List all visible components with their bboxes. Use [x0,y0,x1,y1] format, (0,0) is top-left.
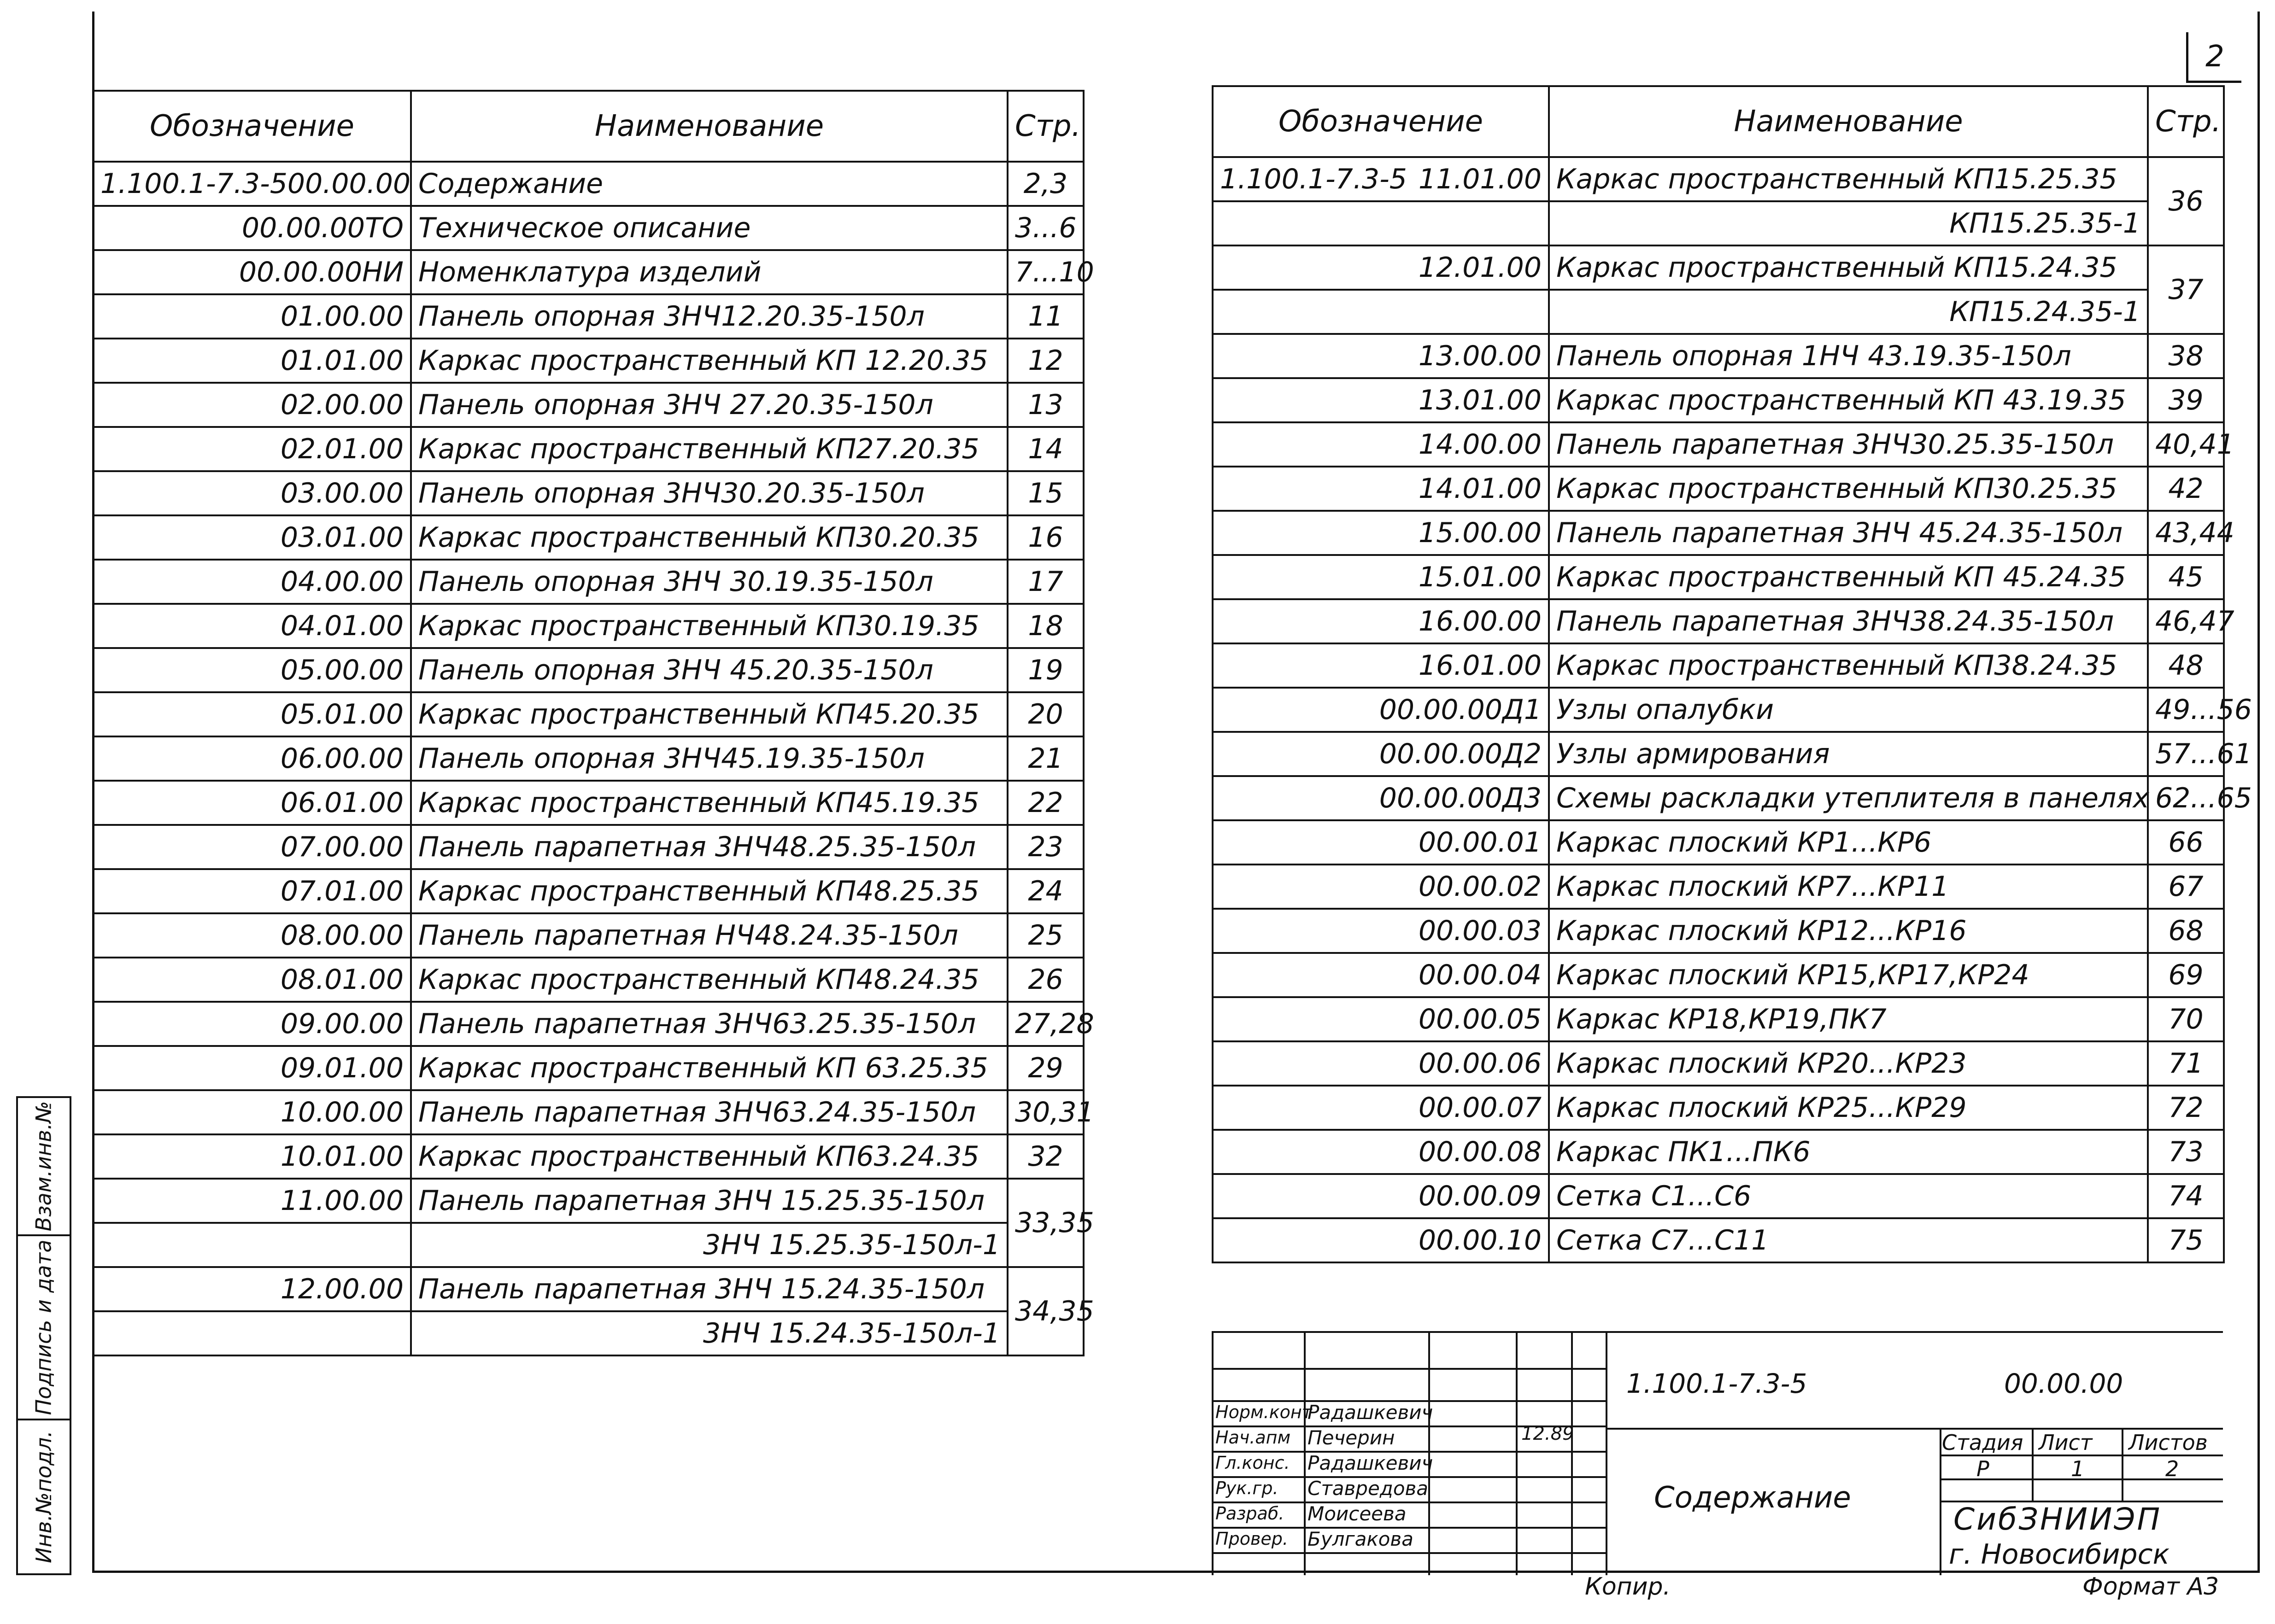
row-code: 00.00.00НИ [239,256,404,288]
tb-code: 00.00.00 [2004,1368,2123,1399]
row-code: 01.01.00 [280,345,404,377]
row-designation [93,471,411,515]
row-page: 43,44 [2148,511,2224,555]
row-code: 00.00.04 [1418,959,1542,991]
row-page: 3...6 [1008,206,1084,250]
row-designation [93,736,411,781]
row-designation [1213,1130,1549,1174]
row-page: 22 [1008,781,1084,825]
row-name: Панель парапетная 3НЧ 15.25.35-150л [411,1179,1008,1223]
table-row [93,250,1084,294]
row-page: 32 [1008,1134,1084,1179]
row-name: Каркас плоский КР15,КР17,КР24 [1549,953,2148,997]
tb-stage-label: Стадия [1942,1430,2023,1455]
table-row [93,692,1084,736]
row-page: 67 [2148,865,2224,909]
row-name: Каркас пространственный КП30.25.35 [1549,467,2148,511]
row-code: 02.00.00 [280,389,404,421]
row-page: 34,35 [1008,1267,1084,1355]
table-row [1213,643,2224,688]
table-row [1213,865,2224,909]
row-designation-empty [93,1223,411,1267]
table-row [1213,245,2224,290]
row-designation [93,1134,411,1179]
row-designation [93,427,411,471]
row-name: Каркас КР18,КР19,ПК7 [1549,997,2148,1041]
row-designation [1213,776,1549,820]
row-page: 33,35 [1008,1179,1084,1267]
row-code: 13.01.00 [1418,384,1542,416]
row-page: 42 [2148,467,2224,511]
row-designation [1213,909,1549,953]
row-designation [1213,334,1549,378]
row-code: 13.00.00 [1418,340,1542,372]
row-designation [1213,1041,1549,1086]
tb-date: 12.89 [1521,1423,1574,1444]
title-block [1212,1331,2223,1575]
table-row [93,294,1084,339]
row-designation [1213,157,1549,201]
row-designation [93,648,411,692]
row-code: 06.00.00 [280,742,404,775]
table-row [93,958,1084,1002]
row-name: Панель опорная 3НЧ 30.19.35-150л [411,560,1008,604]
row-name: Панель парапетная 3НЧ 15.24.35-150л [411,1267,1008,1311]
row-designation [93,825,411,869]
row-page: 30,31 [1008,1090,1084,1134]
row-name: Техническое описание [411,206,1008,250]
row-code: 06.01.00 [280,787,404,819]
row-name: Панель опорная 3НЧ 45.20.35-150л [411,648,1008,692]
table-row [93,1267,1084,1311]
row-name: Панель парапетная 3НЧ48.25.35-150л [411,825,1008,869]
table-row [93,383,1084,427]
row-name: Каркас плоский КР25...КР29 [1549,1086,2148,1130]
row-page: 26 [1008,958,1084,1002]
table-row [93,1046,1084,1090]
row-page: 73 [2148,1130,2224,1174]
row-designation [1213,643,1549,688]
row-page: 19 [1008,648,1084,692]
row-designation [1213,1218,1549,1262]
table-row-continuation [1213,290,2224,334]
row-page: 40,41 [2148,422,2224,467]
row-page: 66 [2148,820,2224,865]
row-name: Каркас пространственный КП63.24.35 [411,1134,1008,1179]
row-name: Каркас пространственный КП48.25.35 [411,869,1008,913]
table-row [1213,422,2224,467]
row-code: 10.01.00 [280,1140,404,1173]
row-name: Узлы армирования [1549,732,2148,776]
row-name: Каркас пространственный КП48.24.35 [411,958,1008,1002]
row-name: Панель парапетная 3НЧ63.24.35-150л [411,1090,1008,1134]
row-code: 14.00.00 [1418,428,1542,461]
table-row-continuation [1213,201,2224,245]
row-page: 7...10 [1008,250,1084,294]
row-code: 12.00.00 [280,1273,404,1305]
row-name: Панель парапетная НЧ48.24.35-150л [411,913,1008,958]
row-code: 00.00.00ТО [241,212,404,244]
row-code: 00.00.07 [1418,1092,1542,1124]
tb-org-city: г. Новосибирск [1949,1538,2169,1571]
table-row [1213,555,2224,599]
row-page: 20 [1008,692,1084,736]
row-page: 45 [2148,555,2224,599]
row-designation [1213,865,1549,909]
row-page: 46,47 [2148,599,2224,643]
header-name: Наименование [411,91,1008,162]
table-row [1213,820,2224,865]
stamp-replace-inv: Взам.инв.№ [18,1098,70,1236]
row-page: 14 [1008,427,1084,471]
table-row [93,471,1084,515]
row-page: 49...56 [2148,688,2224,732]
row-page: 13 [1008,383,1084,427]
side-stamp [16,1096,71,1575]
row-designation [93,1046,411,1090]
row-name: Узлы опалубки [1549,688,2148,732]
contents-body-left [93,162,1094,1355]
signer-name: Моисеева [1308,1502,1407,1525]
row-code: 03.01.00 [280,521,404,554]
row-designation [1213,599,1549,643]
table-row [93,1134,1084,1179]
row-designation [1213,688,1549,732]
row-name: Панель парапетная 3НЧ 45.24.35-150л [1549,511,2148,555]
row-code: 00.00.10 [1418,1224,1542,1256]
row-name: Каркас пространственный КП15.24.35 [1549,245,2148,290]
row-name: Каркас пространственный КП 63.25.35 [411,1046,1008,1090]
row-page: 72 [2148,1086,2224,1130]
stamp-signature-date: Подпись и дата [18,1236,70,1420]
row-code: 14.01.00 [1418,473,1542,505]
row-page: 62...65 [2148,776,2224,820]
tb-stage: Р [1976,1456,1989,1481]
row-designation [93,206,411,250]
signer-name: Ставредова [1308,1477,1429,1500]
table-row [93,339,1084,383]
series-prefix: 1.100.1-7.3-5 [100,168,287,200]
row-name: Каркас плоский КР7...КР11 [1549,865,2148,909]
header-name: Наименование [1549,86,2148,157]
row-name: Содержание [411,162,1008,206]
table-row-continuation [93,1223,1084,1267]
row-code: 11.00.00 [280,1185,404,1217]
table-row [1213,467,2224,511]
contents-table-right [1212,85,2252,1263]
row-designation [93,604,411,648]
row-name: Каркас плоский КР12...КР16 [1549,909,2148,953]
row-designation [93,294,411,339]
row-designation [1213,997,1549,1041]
row-code: 05.01.00 [280,698,404,730]
row-code: 00.00.06 [1418,1047,1542,1080]
signer-name: Печерин [1308,1426,1395,1449]
row-code: 00.00.02 [1418,870,1542,903]
row-page: 27,28 [1008,1002,1084,1046]
row-designation-empty [1213,201,1549,245]
row-code: 10.00.00 [280,1096,404,1128]
table-row [93,736,1084,781]
row-designation-empty [1213,290,1549,334]
table-row [1213,688,2224,732]
row-code: 11.01.00 [1418,163,1542,195]
table-row [93,515,1084,560]
row-designation [93,383,411,427]
table-row [1213,334,2224,378]
row-designation [1213,732,1549,776]
row-name: Каркас ПК1...ПК6 [1549,1130,2148,1174]
header-page: Стр. [2148,86,2224,157]
row-code: 07.01.00 [280,875,404,907]
row-name: Каркас пространственный КП 43.19.35 [1549,378,2148,422]
row-name: Каркас пространственный КП 12.20.35 [411,339,1008,383]
row-designation [93,1090,411,1134]
table-row [1213,1041,2224,1086]
table-row [1213,1086,2224,1130]
row-page: 15 [1008,471,1084,515]
row-name-variant: КП15.24.35-1 [1549,290,2148,334]
row-designation [93,339,411,383]
row-page: 24 [1008,869,1084,913]
row-page: 18 [1008,604,1084,648]
row-code: 02.01.00 [280,433,404,465]
row-designation [1213,555,1549,599]
table-row [93,1179,1084,1223]
row-designation [1213,378,1549,422]
row-designation [93,781,411,825]
table-row [1213,378,2224,422]
row-designation [1213,1086,1549,1130]
row-page: 17 [1008,560,1084,604]
row-page: 36 [2148,157,2224,245]
table-row [93,781,1084,825]
row-name-variant: 3НЧ 15.24.35-150л-1 [411,1311,1008,1355]
table-row [93,1002,1084,1046]
row-code: 16.00.00 [1418,605,1542,637]
row-code: 00.00.09 [1418,1180,1542,1212]
row-code: 08.01.00 [280,964,404,996]
row-designation [1213,245,1549,290]
row-name: Панель парапетная 3НЧ30.25.35-150л [1549,422,2148,467]
row-page: 12 [1008,339,1084,383]
table-row [93,206,1084,250]
row-designation [93,560,411,604]
row-code: 04.00.00 [280,566,404,598]
row-name: Панель опорная 1НЧ 43.19.35-150л [1549,334,2148,378]
row-code: 12.01.00 [1418,251,1542,284]
header-page: Стр. [1008,91,1084,162]
row-designation [1213,511,1549,555]
format-mark: Формат А3 [2082,1573,2219,1601]
table-row [93,560,1084,604]
row-name: Каркас плоский КР20...КР23 [1549,1041,2148,1086]
row-designation [1213,467,1549,511]
row-code: 03.00.00 [280,477,404,509]
row-name: Сетка С1...С6 [1549,1174,2148,1218]
table-row [93,162,1084,206]
row-code: 15.01.00 [1418,561,1542,593]
table-row [1213,1130,2224,1174]
row-code: 04.01.00 [280,610,404,642]
row-code: 09.00.00 [280,1008,404,1040]
row-code: 00.00.08 [1418,1136,1542,1168]
row-name: Панель парапетная 3НЧ63.25.35-150л [411,1002,1008,1046]
header-designation: Обозначение [93,91,411,162]
contents-table-left [92,90,1094,1356]
row-name: Каркас пространственный КП15.25.35 [1549,157,2148,201]
row-page: 16 [1008,515,1084,560]
tb-sheets-label: Листов [2128,1430,2208,1455]
table-row [93,648,1084,692]
row-name: Схемы раскладки утеплителя в панелях [1549,776,2148,820]
table-row [1213,1174,2224,1218]
table-row [1213,909,2224,953]
table-row [93,427,1084,471]
row-code: 15.00.00 [1418,517,1542,549]
row-code: 09.01.00 [280,1052,404,1084]
row-name: Сетка С7...С11 [1549,1218,2148,1262]
signer-name: Радашкевич [1308,1401,1433,1424]
row-designation [1213,953,1549,997]
table-row [1213,511,2224,555]
row-name-variant: 3НЧ 15.25.35-150л-1 [411,1223,1008,1267]
table-row [93,825,1084,869]
row-page: 25 [1008,913,1084,958]
row-designation [93,692,411,736]
row-page: 2,3 [1008,162,1084,206]
row-code: 00.00.01 [1418,826,1542,859]
row-name: Каркас пространственный КП38.24.35 [1549,643,2148,688]
table-row [1213,953,2224,997]
row-name: Каркас пространственный КП 45.24.35 [1549,555,2148,599]
row-page: 38 [2148,334,2224,378]
table-row-continuation [93,1311,1084,1355]
row-name: Каркас пространственный КП45.20.35 [411,692,1008,736]
row-designation [93,869,411,913]
row-code: 00.00.00Д3 [1379,782,1542,814]
signer-role: Провер. [1215,1529,1288,1549]
row-code: 00.00.03 [1418,915,1542,947]
signer-role: Норм.конт [1215,1402,1312,1422]
table-row [93,913,1084,958]
row-code: 00.00.00Д1 [1379,694,1542,726]
tb-sheets: 2 [2165,1456,2179,1481]
sheet-number: 2 [2186,32,2241,83]
row-page: 71 [2148,1041,2224,1086]
row-page: 74 [2148,1174,2224,1218]
row-page: 70 [2148,997,2224,1041]
row-page: 39 [2148,378,2224,422]
row-designation [1213,820,1549,865]
tb-sheet: 1 [2071,1456,2085,1481]
row-page: 48 [2148,643,2224,688]
row-name: Каркас пространственный КП27.20.35 [411,427,1008,471]
row-page: 68 [2148,909,2224,953]
tb-title: Содержание [1654,1481,1851,1515]
series-prefix: 1.100.1-7.3-5 [1220,163,1407,195]
row-designation [93,1267,411,1311]
row-designation [93,1179,411,1223]
table-row [1213,776,2224,820]
row-name: Номенклатура изделий [411,250,1008,294]
row-page: 21 [1008,736,1084,781]
row-designation [1213,1174,1549,1218]
row-code: 16.01.00 [1418,649,1542,682]
signer-role: Разраб. [1215,1503,1284,1524]
row-code: 00.00.05 [1418,1003,1542,1035]
row-name: Панель опорная 3НЧ45.19.35-150л [411,736,1008,781]
row-page: 69 [2148,953,2224,997]
row-designation [93,913,411,958]
row-name: Панель парапетная 3НЧ38.24.35-150л [1549,599,2148,643]
row-page: 57...61 [2148,732,2224,776]
row-name: Каркас пространственный КП30.19.35 [411,604,1008,648]
row-designation [1213,422,1549,467]
table-row [1213,997,2224,1041]
row-name: Панель опорная 3НЧ 27.20.35-150л [411,383,1008,427]
row-name: Панель опорная 3НЧ30.20.35-150л [411,471,1008,515]
row-code: 00.00.00 [287,168,411,200]
stamp-inv-original: Инв.№подл. [31,1430,57,1564]
row-name-variant: КП15.25.35-1 [1549,201,2148,245]
row-name: Каркас пространственный КП45.19.35 [411,781,1008,825]
row-code: 08.00.00 [280,919,404,952]
row-designation [93,958,411,1002]
signer-role: Гл.конс. [1215,1453,1290,1473]
contents-body-right [1213,157,2252,1262]
table-row [93,604,1084,648]
signer-name: Булгакова [1308,1528,1413,1550]
row-name: Панель опорная 3НЧ12.20.35-150л [411,294,1008,339]
row-page: 29 [1008,1046,1084,1090]
signer-role: Рук.гр. [1215,1478,1278,1498]
row-page: 75 [2148,1218,2224,1262]
table-row [93,1090,1084,1134]
tb-org-name: СибЗНИИЭП [1953,1501,2162,1537]
row-page: 23 [1008,825,1084,869]
table-row [1213,157,2224,201]
row-page: 37 [2148,245,2224,334]
row-name: Каркас плоский КР1...КР6 [1549,820,2148,865]
row-designation [93,162,411,206]
row-code: 01.00.00 [280,300,404,333]
copied-mark: Копир. [1585,1573,1671,1601]
row-code: 00.00.00Д2 [1379,738,1542,770]
row-name: Каркас пространственный КП30.20.35 [411,515,1008,560]
signer-role: Нач.апм [1215,1427,1291,1448]
header-designation: Обозначение [1213,86,1549,157]
row-code: 05.00.00 [280,654,404,686]
table-row [1213,732,2224,776]
table-row [93,869,1084,913]
row-designation [93,250,411,294]
row-designation [93,1002,411,1046]
tb-sheet-label: Лист [2039,1430,2093,1455]
tb-designation: 1.100.1-7.3-5 [1626,1368,1807,1399]
signer-name: Радашкевич [1308,1452,1433,1474]
row-designation-empty [93,1311,411,1355]
row-designation [93,515,411,560]
table-row [1213,1218,2224,1262]
row-code: 07.00.00 [280,831,404,863]
table-row [1213,599,2224,643]
row-page: 11 [1008,294,1084,339]
